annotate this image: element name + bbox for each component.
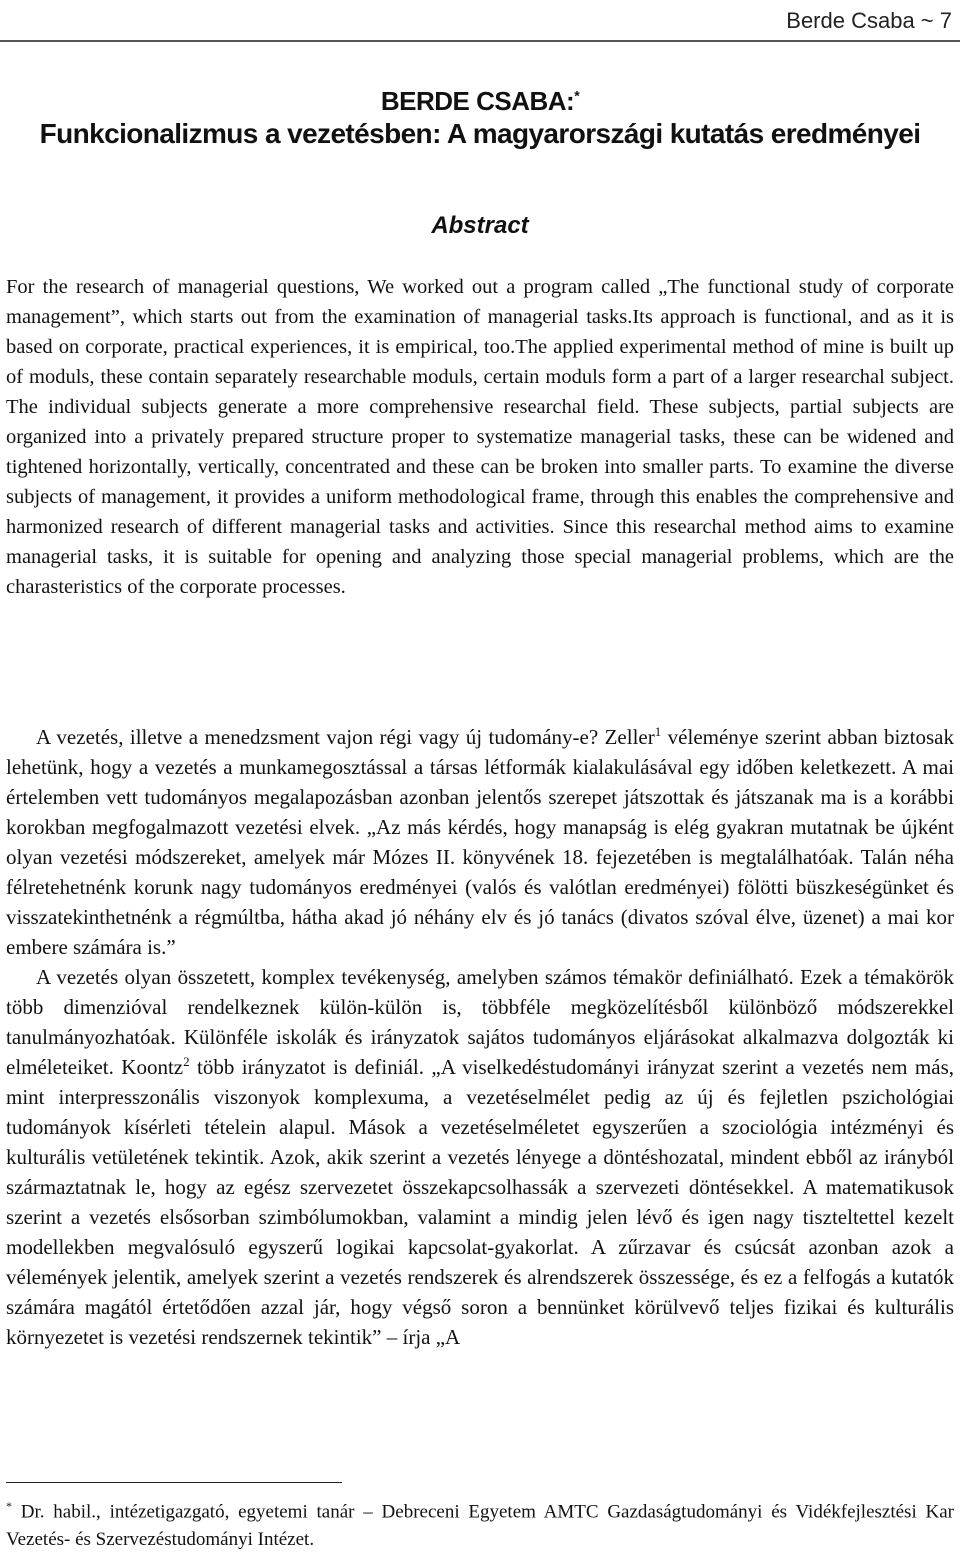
running-header: Berde Csaba ~ 7 xyxy=(786,8,952,33)
article-title: Funkcionalizmus a vezetésben: A magyarországi kutatás eredményei xyxy=(39,118,921,149)
author-text: BERDE CSABA: xyxy=(380,86,575,116)
body-paragraph-1-text-b: véleménye szerint abban biztosak lehetünk, hogy a vezetés a munkamegosztással a társas létformák kialakulásával egy időben keletkezett. A mai értelemben vett tudományos megalapozásban azonban jelentős szerepet játszottak és játszanak ma is a korábbi korokban megfogalmazott vezetési elvek. „Az más kérdés, hogy manapság is elég gyakran mutatnak be újként olyan vezetési módszereket, amelyek már Mózes II. könyvének 18. fejezetében is megtalálhatóak. Talán néha félretehetnénk korunk nagy tudományos eredményei (valós és valótlan eredményei) fölötti büszkeségünket és visszatekinthetnénk a régmúltba, hátha akad jó néhány elv és jó tanács (divatos szóval élve, üzenet) a mai kor embere számára is.” xyxy=(6,725,954,959)
footnote-ref-1: 1 xyxy=(654,724,662,739)
abstract-paragraph: For the research of managerial questions, We worked out a program called „The functional study of corporate management”, which starts out from the examination of managerial tasks.Its approach is functional, and as it is based on corporate, practical experiences, it is empirical, too.The applied experimental method of mine is built up of moduls, these contain separately researchable moduls, certain moduls form a part of a larger researchal subject. The individual subjects generate a more comprehensive researchal field. These subjects, partial subjects are organized into a privately prepared structure proper to systematize managerial tasks, these can be widened and tightened horizontally, vertically, concentrated and these can be broken into smaller parts. To examine the diverse subjects of management, it provides a uniform methodological frame, through this enables the comprehensive and harmonized research of different managerial tasks and activities. Since this researchal method aims to examine managerial tasks, it is suitable for opening and analyzing those special managerial problems, which are the charasteristics of the corporate processes. xyxy=(6,276,954,598)
body-paragraph-2-text-a: A vezetés olyan összetett, komplex tevékenység, amelyben számos témakör definiálható. Ezek a témakörök több dimenzióval rendelkeznek külön-külön is, többféle megközelítésből különböző módszerekkel tanulmányozhatóak. Különféle iskolák és irányzatok sajátos tudományos eljárásokat alkalmazva dolgozták ki elméleteiket. Koontz xyxy=(6,965,954,1079)
body-paragraph-2-text-b: több irányzatot is definiál. „A viselkedéstudományi irányzat szerint a vezetés nem más, mint interpresszonális viszonyok komplexuma, a vezetéselmélet pedig az új és fejletlen pszichológiai tudományok kísérleti tételein alapul. Mások a vezetéselméletet egyszerűen a szociológia intézményi és kulturális vetületének tekintik. Azok, akik szerint a vezetés lényege a döntéshozatal, mindent ebből az irányból származtatnak le, hogy az egész szervezetet összekapcsolhassák a szervezeti döntésekkel. A matematikusok szerint a vezetés elsősorban szimbólumokban, valamint a mindig jelen lévő és igen nagy tiszteltettel kezelt modellekben megvalósuló egyszerű logikai kapcsolat-gyakorlat. A zűrzavar és csúcsát azonban azok a vélemények jelentik, amelyek szerint a vezetés rendszerek és alrendszerek összessége, és ez a felfogás a kutatók számára magától értetődően azzal jár, hogy végső soron a bennünket körülvevő teljes fizikai és kulturális környezetet is vezetési rendszernek tekintik” – írja „A xyxy=(6,1055,954,1349)
body-paragraph-1 xyxy=(6,722,954,962)
author-footnote-mark: * xyxy=(574,87,580,104)
author-name xyxy=(0,86,960,117)
body-paragraph-2 xyxy=(6,962,954,1352)
footnote-ref-2: 2 xyxy=(183,1054,190,1069)
header-divider xyxy=(0,40,960,42)
footnote-text: Dr. habil., intézetigazgató, egyetemi tanár – Debreceni Egyetem AMTC Gazdaságtudományi és Vidékfejlesztési Kar Vezetés- és Szervezéstudományi Intézet. xyxy=(6,1501,954,1551)
body-paragraph-1-text-a: A vezetés, illetve a menedzsment vajon régi vagy új tudomány-e? Zeller xyxy=(36,725,655,749)
footnote-mark: * xyxy=(6,1499,12,1513)
footnote xyxy=(6,1492,954,1554)
abstract-heading: Abstract xyxy=(431,212,529,239)
body-text xyxy=(6,722,954,1352)
footnote-divider xyxy=(6,1482,342,1483)
